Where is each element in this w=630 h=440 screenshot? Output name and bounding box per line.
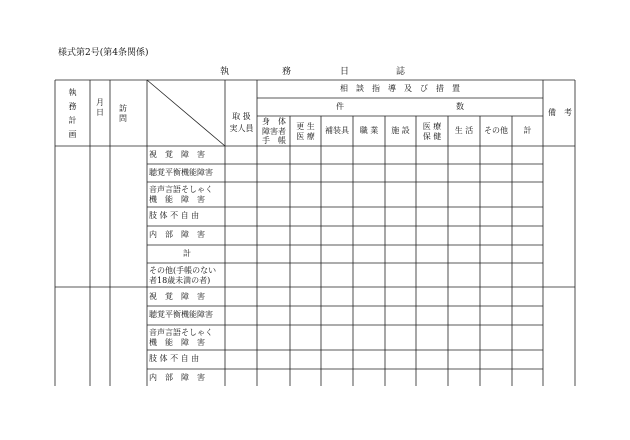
- header-facility: 施 設: [391, 126, 410, 135]
- header-life: 生 活: [454, 126, 474, 135]
- header-medical: 医 療 保 健: [422, 122, 442, 141]
- category-visual: 視 覚 障 害: [149, 150, 205, 159]
- header-plan: 執 務 計 画: [68, 88, 77, 139]
- header-total: 計: [523, 126, 532, 135]
- category-hearing: 聴覚平衡機能障害: [149, 168, 213, 177]
- category-limb-2: 肢 体 不 自 由: [149, 354, 200, 363]
- category-total: 計: [183, 249, 191, 258]
- header-handler: 取 扱 実人員: [229, 112, 254, 133]
- category-speech: 音声言語そしゃく 機 能 障 害: [149, 185, 213, 204]
- category-limb: 肢 体 不 自 由: [149, 211, 200, 220]
- form-number: 様式第2号(第4条関係): [58, 48, 149, 58]
- category-internal-2: 内 部 障 害: [149, 373, 205, 382]
- category-visual-2: 視 覚 障 害: [149, 292, 205, 301]
- title-char-1: 執: [220, 67, 230, 77]
- category-hearing-2: 聴覚平衡機能障害: [149, 310, 213, 319]
- header-work: 職 業: [359, 126, 379, 135]
- header-remarks: 備 考: [548, 108, 572, 117]
- category-other: その他(手帳のない 者18歳未満の者): [149, 266, 217, 285]
- category-internal: 内 部 障 害: [149, 230, 205, 239]
- title-char-2: 務: [282, 67, 292, 77]
- title-char-4: 誌: [396, 67, 406, 77]
- header-month-day: 月 日: [96, 98, 104, 117]
- title-char-3: 日: [340, 67, 350, 77]
- header-handbook: 身 体 障害者 手 帳: [262, 117, 286, 145]
- header-cases: 件 数: [336, 102, 464, 111]
- category-speech-2: 音声言語そしゃく 機 能 障 害: [149, 328, 213, 347]
- header-visit: 訪 問: [119, 104, 127, 123]
- header-device: 補装具: [325, 126, 349, 135]
- header-rehab: 更 生 医 療: [296, 122, 315, 141]
- header-consult: 相 談 指 導 及 び 措 置: [340, 84, 460, 93]
- header-other: その他: [484, 126, 508, 135]
